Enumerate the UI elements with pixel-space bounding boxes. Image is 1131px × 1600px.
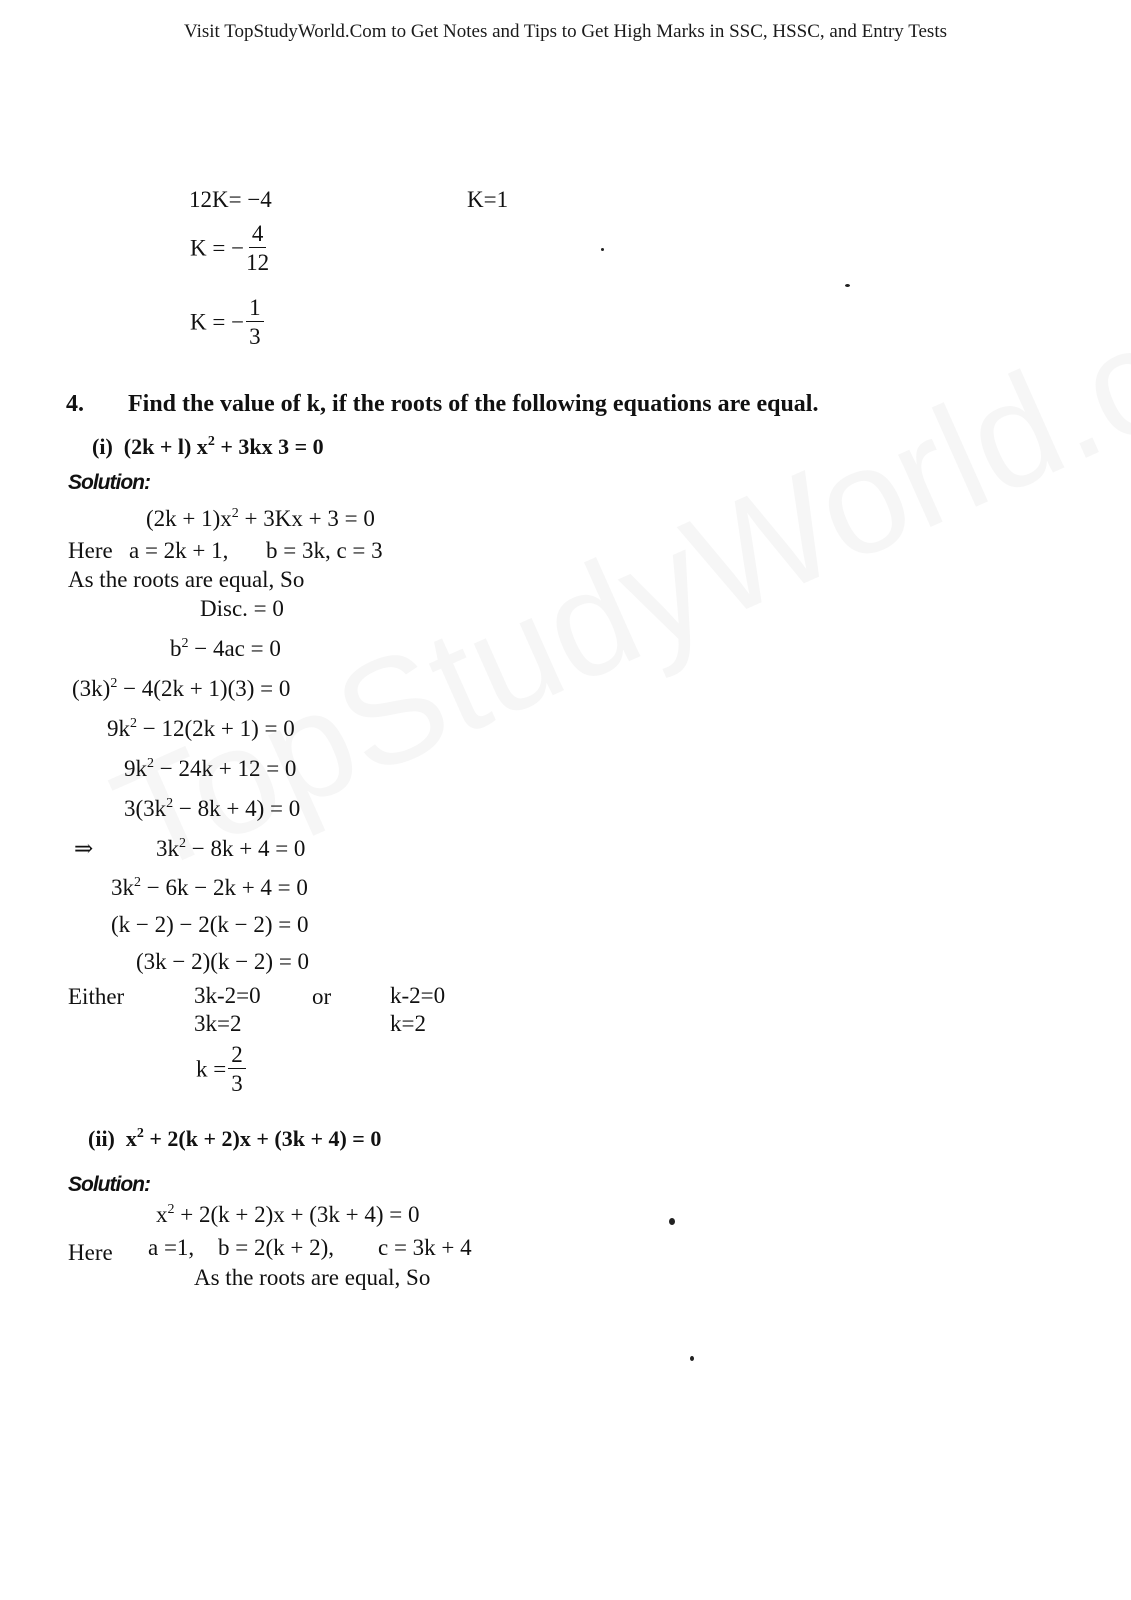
eq-k-equals-1: K=1 bbox=[467, 187, 509, 212]
equation-rest: + 2(k + 2)x + (3k + 4) = 0 bbox=[143, 1126, 382, 1151]
part-ii-equation bbox=[88, 1128, 381, 1150]
eq-part: 3(3k bbox=[124, 796, 167, 821]
coefficient-c: c = 3k + 4 bbox=[378, 1235, 472, 1260]
eq-line bbox=[124, 797, 300, 820]
denominator: 3 bbox=[249, 324, 261, 349]
implies-arrow: ⇒ bbox=[74, 836, 94, 861]
eq-line bbox=[146, 507, 375, 530]
eq-k-frac-2-3 bbox=[196, 1043, 246, 1095]
eq-line bbox=[170, 637, 281, 660]
fraction bbox=[246, 296, 264, 348]
case-1-step: 3k=2 bbox=[194, 1011, 242, 1036]
page-header: Visit TopStudyWorld.Com to Get Notes and Tips to Get High Marks in SSC, HSSC, and Entry Tests bbox=[183, 21, 947, 42]
eq-part: − 6k − 2k + 4 = 0 bbox=[141, 875, 308, 900]
part-i-equation bbox=[92, 436, 324, 458]
question-number: 4. bbox=[66, 391, 84, 417]
eq-part: − 12(2k + 1) = 0 bbox=[137, 716, 295, 741]
eq-lhs: K = − bbox=[190, 309, 245, 335]
exponent: 2 bbox=[167, 1202, 175, 1217]
scan-speck bbox=[669, 1218, 675, 1225]
solution-label: Solution: bbox=[68, 1173, 150, 1196]
case-2-result: k=2 bbox=[390, 1011, 426, 1036]
here-label: Here bbox=[68, 538, 113, 563]
roots-equal-text: As the roots are equal, So bbox=[194, 1265, 431, 1290]
fraction bbox=[246, 222, 269, 274]
disc-zero: Disc. = 0 bbox=[200, 596, 284, 621]
equation-lhs: x bbox=[125, 1126, 137, 1151]
exponent: 2 bbox=[130, 716, 137, 731]
denominator: 12 bbox=[246, 250, 270, 275]
eq-part: − 4ac = 0 bbox=[188, 636, 281, 661]
eq-line bbox=[107, 717, 295, 740]
numerator: 1 bbox=[246, 296, 264, 322]
eq-part: − 8k + 4) = 0 bbox=[173, 796, 301, 821]
exponent: 2 bbox=[207, 434, 215, 449]
question-text: Find the value of k, if the roots of the following equations are equal. bbox=[128, 391, 819, 417]
eq-part: 3k bbox=[111, 875, 134, 900]
fraction bbox=[228, 1043, 246, 1095]
eq-line bbox=[156, 837, 305, 860]
exponent: 2 bbox=[231, 506, 239, 521]
eq-part: − 24k + 12 = 0 bbox=[154, 756, 297, 781]
scan-speck bbox=[690, 1356, 694, 1361]
either-label: Either bbox=[68, 984, 125, 1009]
denominator: 3 bbox=[231, 1071, 243, 1096]
scan-speck bbox=[845, 284, 850, 287]
exponent: 2 bbox=[136, 1126, 144, 1141]
exponent: 2 bbox=[181, 636, 189, 651]
eq-line bbox=[111, 876, 308, 899]
eq-part: (3k) bbox=[72, 676, 111, 701]
coefficients-bc: b = 3k, c = 3 bbox=[266, 538, 383, 563]
here-label: Here bbox=[68, 1240, 113, 1265]
eq-lhs: K = − bbox=[190, 235, 245, 261]
equation-lhs: (2k + l) x bbox=[123, 434, 208, 459]
eq-part: (2k + 1)x bbox=[146, 506, 232, 531]
coefficient-b: b = 2(k + 2), bbox=[218, 1235, 335, 1260]
eq-line: (3k − 2)(k − 2) = 0 bbox=[136, 949, 310, 974]
exponent: 2 bbox=[110, 676, 118, 691]
eq-line bbox=[156, 1203, 420, 1226]
solution-label: Solution: bbox=[68, 471, 150, 494]
eq-k-frac-4-12 bbox=[190, 222, 269, 274]
eq-part: x bbox=[156, 1202, 168, 1227]
exponent: 2 bbox=[147, 756, 154, 771]
eq-lhs: k = bbox=[196, 1056, 227, 1082]
eq-line bbox=[124, 757, 296, 780]
eq-part: 3k bbox=[156, 836, 179, 861]
numerator: 2 bbox=[228, 1043, 246, 1069]
scan-speck bbox=[601, 248, 604, 251]
part-label: (ii) bbox=[88, 1126, 115, 1151]
or-label: or bbox=[312, 984, 332, 1009]
eq-part: 9k bbox=[107, 716, 130, 741]
eq-12k: 12K= −4 bbox=[189, 187, 272, 212]
equation-rest: + 3kx 3 = 0 bbox=[214, 434, 324, 459]
eq-part: 9k bbox=[124, 756, 147, 781]
eq-line: (k − 2) − 2(k − 2) = 0 bbox=[111, 912, 309, 937]
exponent: 2 bbox=[166, 796, 174, 811]
part-label: (i) bbox=[92, 434, 113, 459]
eq-part: b bbox=[170, 636, 182, 661]
coefficient-a: a = 2k + 1, bbox=[129, 538, 229, 563]
eq-part: − 8k + 4 = 0 bbox=[186, 836, 306, 861]
coefficient-a: a =1, bbox=[148, 1235, 195, 1260]
roots-equal-text: As the roots are equal, So bbox=[68, 567, 305, 592]
case-1: 3k-2=0 bbox=[194, 983, 261, 1008]
eq-line bbox=[72, 677, 290, 700]
exponent: 2 bbox=[179, 836, 186, 851]
eq-part: + 2(k + 2)x + (3k + 4) = 0 bbox=[174, 1202, 420, 1227]
eq-k-frac-1-3 bbox=[190, 296, 264, 348]
eq-part: − 4(2k + 1)(3) = 0 bbox=[117, 676, 291, 701]
exponent: 2 bbox=[134, 875, 141, 890]
numerator: 4 bbox=[249, 222, 267, 248]
eq-part: + 3Kx + 3 = 0 bbox=[238, 506, 375, 531]
case-2: k-2=0 bbox=[390, 983, 446, 1008]
